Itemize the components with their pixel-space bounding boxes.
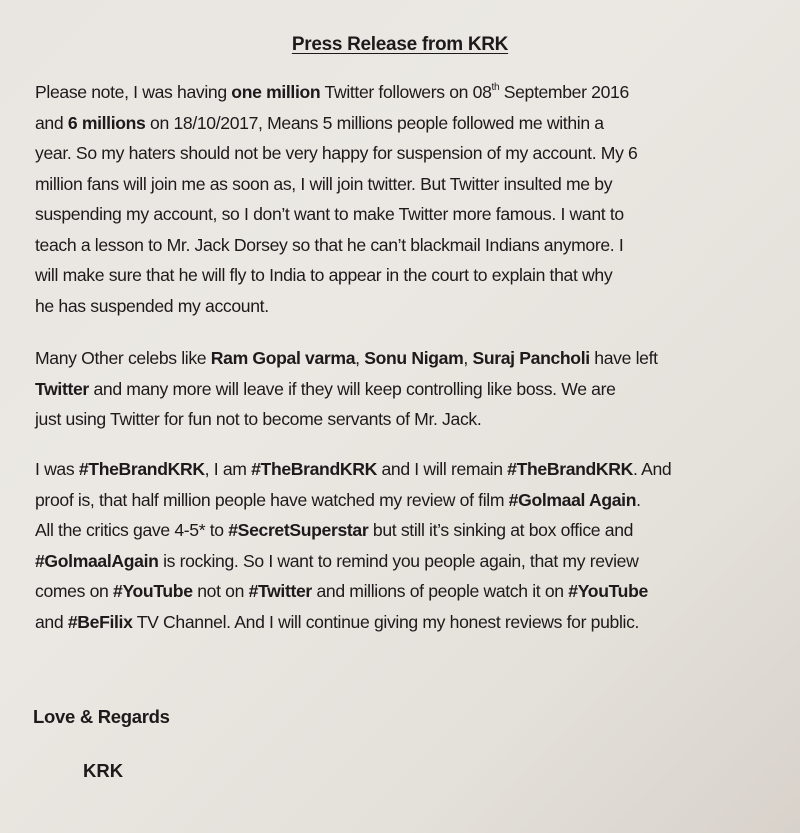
- text-line: and 6 millions on 18/10/2017, Means 5 millions people followed me within a: [35, 112, 604, 133]
- text-line: comes on #YouTube not on #Twitter and millions of people watch it on #YouTube: [35, 581, 648, 601]
- text-line: million fans will join me as soon as, I will join twitter. But Twitter insulted me by: [35, 173, 613, 194]
- document-title: Press Release from KRK: [291, 34, 509, 55]
- text-line: teach a lesson to Mr. Jack Dorsey so that he can’t blackmail Indians anymore. I: [35, 234, 624, 255]
- text-line: he has suspended my account.: [35, 295, 269, 316]
- text-line: #GolmaalAgain is rocking. So I want to remind you people again, that my review: [35, 550, 639, 571]
- text-line: year. So my haters should not be very happy for suspension of my account. My 6: [35, 143, 638, 163]
- paragraph-brand: [35, 454, 795, 637]
- signature: KRK: [83, 760, 124, 781]
- text-line: Twitter and many more will leave if they will keep controlling like boss. We are: [35, 378, 616, 399]
- text-line: Many Other celebs like Ram Gopal varma, Sonu Nigam, Suraj Pancholi have left: [35, 348, 658, 368]
- text-line: proof is, that half million people have watched my review of film #Golmaal Again.: [35, 489, 641, 510]
- text-line: Please note, I was having one million Twitter followers on 08th September 2016: [35, 82, 629, 102]
- text-line: just using Twitter for fun not to become servants of Mr. Jack.: [35, 409, 482, 429]
- paragraph-celebs: [35, 343, 795, 435]
- closing-salutation: Love & Regards: [33, 706, 170, 727]
- text-line: suspending my account, so I don’t want to make Twitter more famous. I want to: [35, 204, 624, 224]
- text-line: will make sure that he will fly to India to appear in the court to explain that why: [35, 265, 613, 285]
- paragraph-followers: [35, 77, 795, 321]
- text-line: and #BeFilix TV Channel. And I will continue giving my honest reviews for public.: [35, 611, 640, 632]
- text-line: All the critics gave 4-5* to #SecretSuperstar but still it’s sinking at box office and: [35, 520, 634, 540]
- text-line: I was #TheBrandKRK, I am #TheBrandKRK and I will remain #TheBrandKRK. And: [35, 459, 672, 479]
